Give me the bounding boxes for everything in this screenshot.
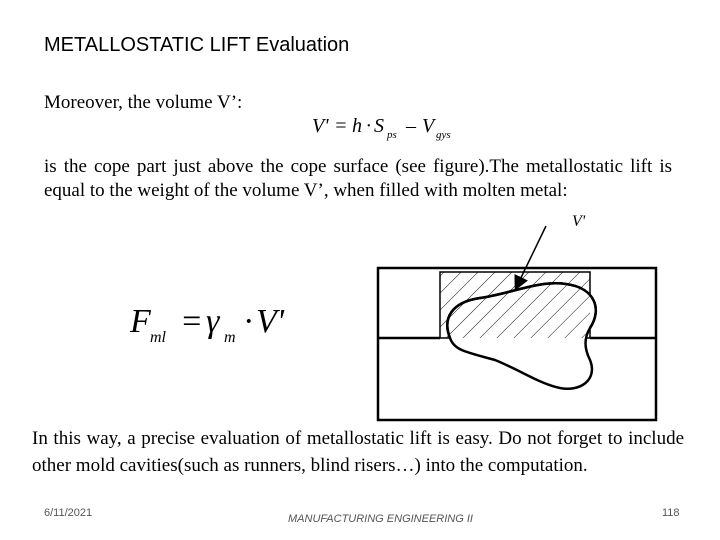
footer-course: MANUFACTURING ENGINEERING II	[288, 513, 473, 525]
intro-text: Moreover, the volume V’:	[44, 92, 243, 113]
v-label: V'	[572, 213, 586, 230]
lift-formula-f: F	[130, 303, 151, 340]
hatched-volume-v	[440, 272, 590, 338]
slide-title: METALLOSTATIC LIFT Evaluation	[44, 34, 350, 56]
volume-formula-lhs: V'	[312, 115, 329, 137]
volume-formula	[312, 110, 472, 142]
volume-formula-s: S	[374, 115, 384, 137]
lift-formula-gamma: γ	[206, 303, 220, 340]
paragraph-cope-volume: is the cope part just above the cope surface (see figure).The metallostatic lift is equal to the weight of the volume V’, when filled with molten metal:	[44, 156, 672, 201]
footer-page-number: 118	[662, 507, 680, 519]
lift-formula-f-sub: ml	[150, 329, 166, 346]
volume-formula-dot: ·	[366, 115, 371, 137]
volume-formula-v-sub: gys	[436, 129, 451, 141]
volume-formula-minus: –	[406, 115, 416, 137]
lift-formula-v: V'	[256, 303, 285, 340]
lift-formula	[128, 296, 298, 350]
mold-figure	[370, 210, 670, 425]
paragraph-evaluation: In this way, a precise evaluation of metallostatic lift is easy. Do not forget to include other mold cavities(such as runners, blind risers…) into the computation.	[32, 428, 684, 476]
lift-formula-eq: =	[180, 303, 203, 340]
volume-formula-h: h	[352, 115, 362, 137]
volume-formula-v: V	[422, 115, 435, 137]
volume-formula-s-sub: ps	[387, 129, 397, 141]
lift-formula-gamma-sub: m	[224, 329, 236, 346]
volume-formula-eq: =	[334, 115, 348, 137]
footer-date: 6/11/2021	[44, 507, 93, 519]
lift-formula-dot: ·	[244, 303, 253, 340]
